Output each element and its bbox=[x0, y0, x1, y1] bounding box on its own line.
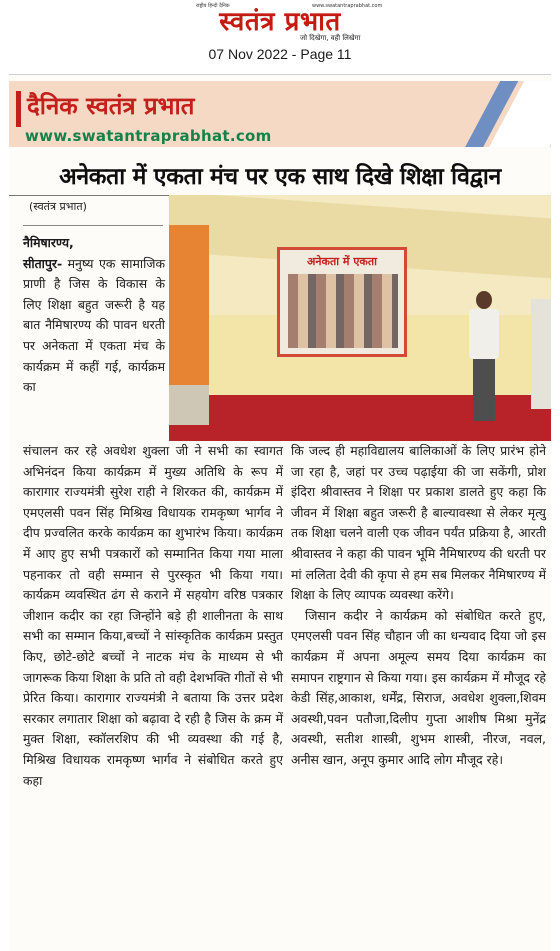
masthead-tagline: राष्ट्रीय हिन्दी दैनिक bbox=[196, 3, 230, 9]
article-headline: अनेकता में एकता मंच पर एक साथ दिखे शिक्षा विद्वान bbox=[9, 159, 551, 196]
stage-banner-text: अनेकता में एकता bbox=[307, 255, 377, 268]
dateline-district: सीतापुर- bbox=[23, 255, 63, 271]
side-table bbox=[169, 385, 209, 425]
article-column-right bbox=[291, 441, 546, 771]
event-photo bbox=[169, 195, 551, 441]
photo-collage bbox=[288, 274, 398, 348]
banner-red-bar bbox=[16, 91, 21, 127]
paragraph-left: संचालन कर रहे अवधेश शुक्ला जी ने सभी का स्वागत अभिनंदन किया कार्यक्रम में मुख्य अतिथि के रूप में कारागार राज्यमंत्री सुरेश राही ने शिरकत की, कार्यक्रम में एमएलसी पवन सिंह मिश्रिख विधायक रामकृष्ण भार्गव ने दीप प्रज्वलित करके कार्यक्रम का शुभारंभ किया। कार्यक्रम में आए हुए सभी पत्रकारों को सम्मानित किया गया माला पहनाकर तो वही सम्मान से पुरस्कृत भी किया गया। कार्यक्रम व्यवस्थित ढंग से कराने में सहयोग वरिष्ठ पत्रकार जीशान कदीर का रहा जिन्होंने बड़े ही शालीनता के साथ सभी का सम्मान किया,बच्चों ने सांस्कृतिक कार्यक्रम प्रस्तुत किए, छोटे-छोटे बच्चों ने नाटक मंच के माध्यम से भी जागरूक किया शिक्षा के प्रति तो वही देशभक्ति गीतों से भी प्रेरित किया। कारागार राज्यमंत्री ने बताया कि उत्तर प्रदेश सरकार लगातार शिक्षा को बढ़ावा दे रही है जिस के क्रम में मुक्त शिक्षा, स्कॉलरशिप की भी व्यवस्था की गई है, मिश्रिख विधायक रामकृष्ण भार्गव ने संबोधित करते हुए कहा bbox=[23, 443, 283, 788]
man-head bbox=[476, 291, 492, 309]
person-edge bbox=[531, 299, 551, 409]
edition-date-page: 07 Nov 2022 - Page 11 bbox=[208, 46, 352, 62]
newspaper-logo: स्वतंत्र प्रभात bbox=[219, 7, 341, 37]
article-column-left bbox=[23, 441, 283, 791]
stage-banner bbox=[277, 247, 407, 357]
intro-text: मनुष्य एक सामाजिक प्राणी है जिस के विकास के लिए शिक्षा बहुत जरूरी है यह बात नैमिषारण्य की पावन धरती पर अनेकता में एकता मंच के कार्यक्रम में कहीं गई, कार्यक्रम का bbox=[23, 255, 165, 395]
paragraph-right-2: जिसान कदीर ने कार्यक्रम को संबोधित करते हुए, एमएलसी पवन सिंह चौहान जी का धन्यवाद दिया जो इस कार्यक्रम में अपना अमूल्य समय दिया कार्यक्रम का समापन राष्ट्रगान से किया गया। इस कार्यक्रम में मौजूद रहे केडी सिंह,आकाश, धर्मेंद्र, सिराज, अवधेश शुक्ला,शिवम अवस्थी,पवन पतौजा,दिलीप गुप्ता आशीष मिश्रा मुनेंद्र अवस्थी, सतीश शास्त्री, शुभम शास्त्री, नीरज, नवल, अनीस खान, अनूप कुमार आदि लोग मौजूद रहे। bbox=[291, 607, 546, 767]
man-pants bbox=[473, 359, 495, 421]
dateline-place: नैमिषारण्य, bbox=[23, 235, 74, 250]
standing-man bbox=[467, 291, 501, 421]
logo-slogan: जो दिखेगा, वही लिखेगा bbox=[300, 34, 361, 42]
source-divider bbox=[23, 225, 163, 226]
man-shirt bbox=[469, 309, 499, 359]
article-intro bbox=[23, 233, 165, 398]
banner-title: दैनिक स्वतंत्र प्रभात bbox=[27, 91, 195, 120]
masthead bbox=[0, 0, 560, 74]
newspaper-clipping bbox=[9, 74, 551, 951]
section-banner bbox=[9, 81, 551, 147]
banner-url: www.swatantraprabhat.com bbox=[25, 127, 272, 145]
masthead-small-url: www.swatantraprabhat.com bbox=[312, 3, 383, 9]
article-source: (स्वतंत्र प्रभात) bbox=[29, 200, 87, 213]
paragraph-right-1: कि जल्द ही महाविद्यालय बालिकाओं के लिए प्रारंभ होने जा रहा है, जहां पर उच्च पढ़ाईया की जा सकेंगी, प्रोश इंदिरा श्रीवास्तव ने शिक्षा पर प्रकाश डालते हुए कहा कि जीवन में शिक्षा बहुत जरूरी है बाल्यावस्था से लेकर मृत्यु तक शिक्षा चलने वाली एक जीवन पर्यंत प्रक्रिया है, आरती श्रीवास्तव ने कहा की पावन भूमि नैमिषारण्य की धरती पर मां ललिता देवी की कृपा से हम सब मिलकर नैमिषारण्य में शिक्षा के लिए व्यापक व्यवस्था करेंगे। bbox=[291, 443, 546, 603]
